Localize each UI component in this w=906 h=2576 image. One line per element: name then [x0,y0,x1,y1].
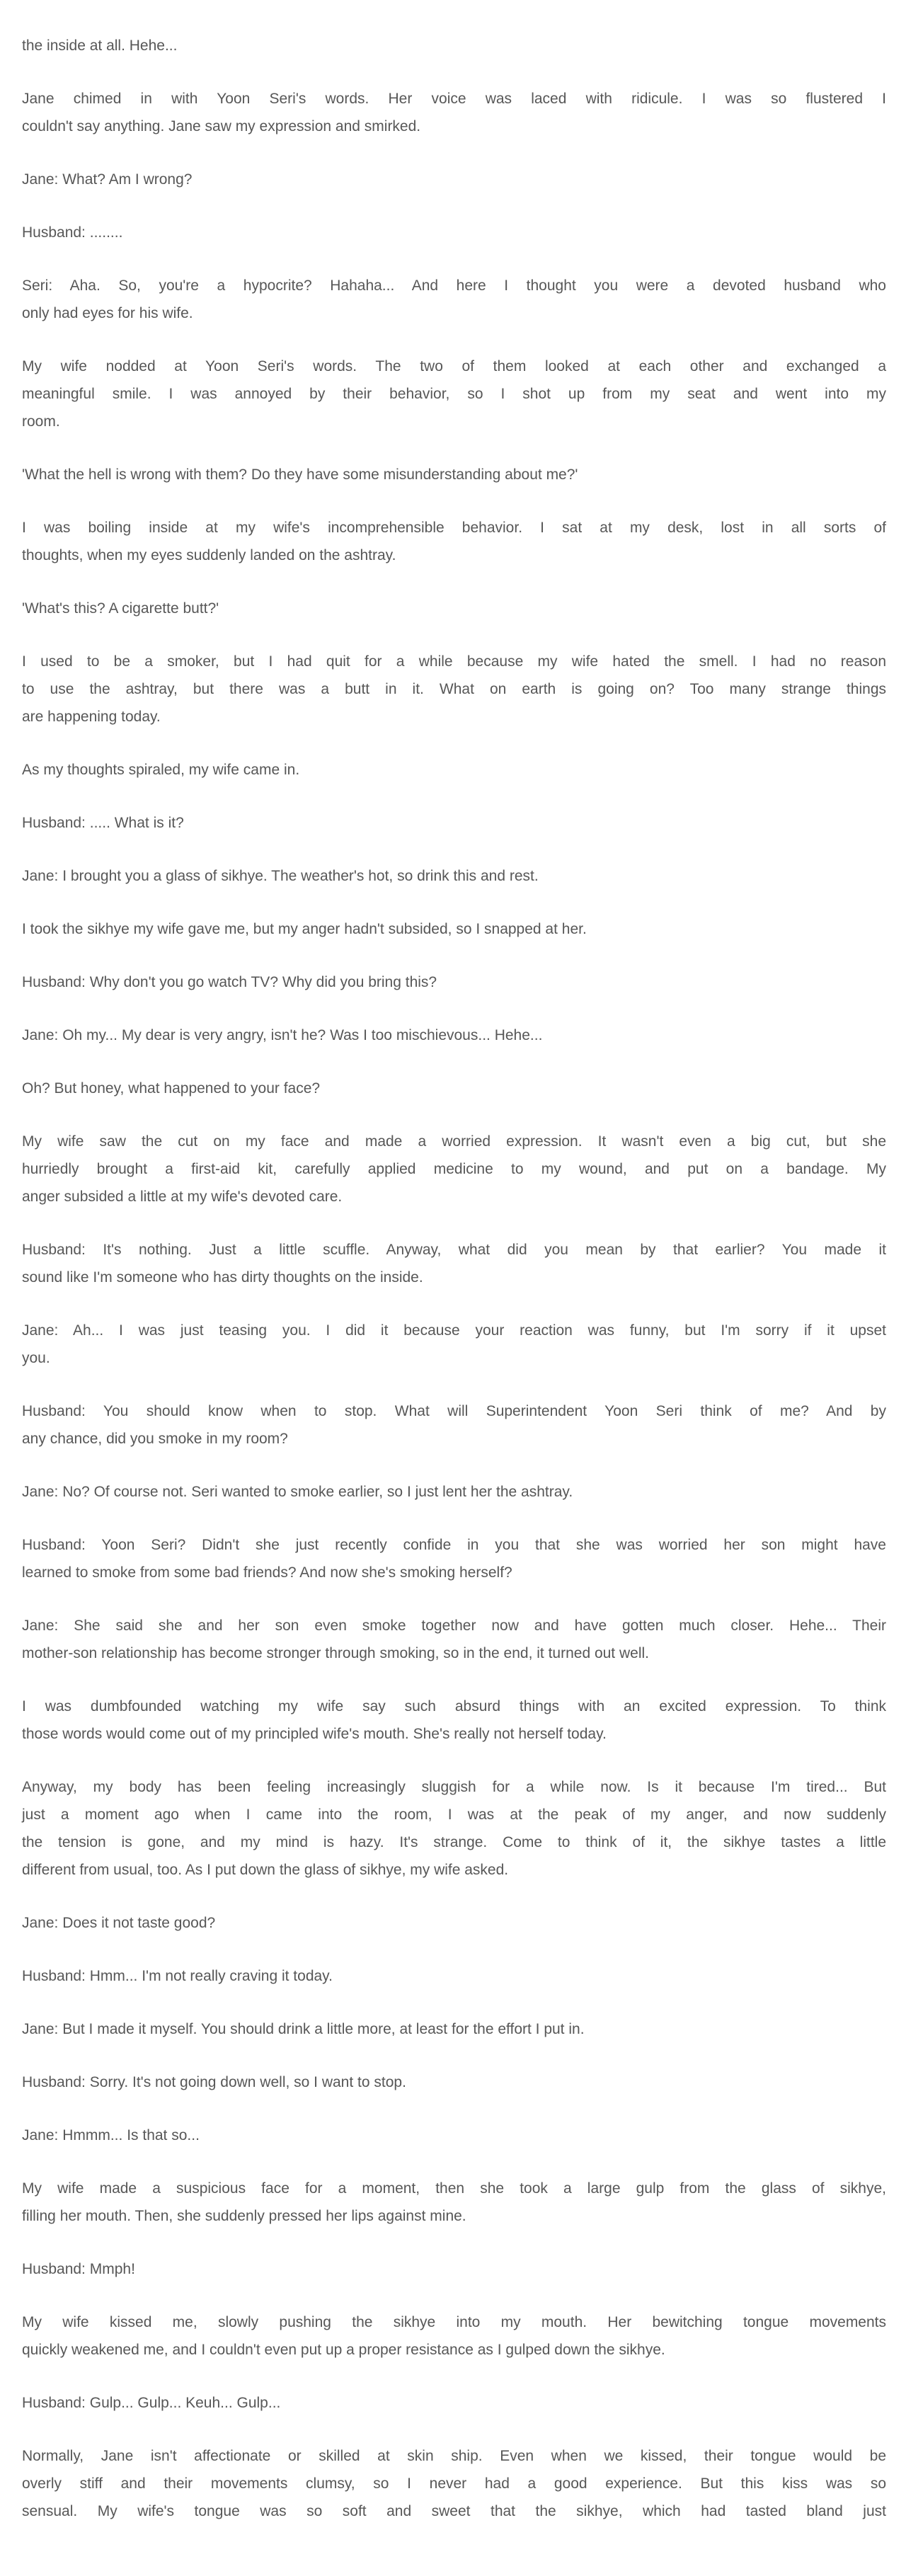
text-line: Husband: It's nothing. Just a little scuffle. Anyway, what did you mean by that earlier? You made it [22,1242,886,1258]
text-line: those words would come out of my principled wife's mouth. She's really not herself today. [22,1726,607,1742]
text-line: Jane: What? Am I wrong? [22,171,193,188]
text-line: hurriedly brought a first-aid kit, carefully applied medicine to my wound, and put on a bandage. My [22,1161,886,1177]
text-line: to use the ashtray, but there was a butt in it. What on earth is going on? Too many strange things [22,681,886,697]
paragraph [22,1531,886,1586]
text-line: room. [22,413,60,430]
paragraph [22,219,886,246]
paragraph [22,2442,886,2525]
text-line: As my thoughts spiraled, my wife came in. [22,762,300,778]
text-line: My wife saw the cut on my face and made a worried expression. It wasn't even a big cut, but she [22,1133,886,1150]
text-line: I was boiling inside at my wife's incomprehensible behavior. I sat at my desk, lost in all sorts of [22,520,886,536]
text-line: I was dumbfounded watching my wife say such absurd things with an excited expression. To think [22,1698,886,1715]
text-line: sensual. My wife's tongue was so soft and sweet that the sikhye, which had tasted bland just [22,2503,886,2519]
paragraph [22,1612,886,1667]
paragraph [22,809,886,837]
text-line: I used to be a smoker, but I had quit for a while because my wife hated the smell. I had no reason [22,653,886,670]
paragraph [22,756,886,784]
paragraph [22,1236,886,1291]
paragraph [22,1128,886,1210]
paragraph [22,2308,886,2364]
paragraph [22,1397,886,1453]
paragraph [22,2255,886,2283]
text-line: thoughts, when my eyes suddenly landed on the ashtray. [22,547,396,563]
paragraph [22,1478,886,1506]
text-line: Husband: You should know when to stop. What will Superintendent Yoon Seri think of me? And by [22,1403,886,1419]
text-line: Husband: ..... What is it? [22,815,184,831]
paragraph [22,1773,886,1884]
text-line: My wife nodded at Yoon Seri's words. The two of them looked at each other and exchanged a [22,358,886,374]
paragraph [22,2175,886,2230]
paragraph [22,2015,886,2043]
text-line: you. [22,1350,50,1366]
text-line: learned to smoke from some bad friends? And now she's smoking herself? [22,1564,512,1581]
text-line: Normally, Jane isn't affectionate or skilled at skin ship. Even when we kissed, their tongue would be [22,2448,886,2464]
text-line: Husband: Why don't you go watch TV? Why did you bring this? [22,974,437,990]
text-line: Jane: Oh my... My dear is very angry, isn't he? Was I too mischievous... Hehe... [22,1027,543,1043]
text-line: Husband: Sorry. It's not going down well, so I want to stop. [22,2074,406,2090]
paragraph [22,461,886,488]
paragraph [22,514,886,569]
paragraph [22,2389,886,2417]
text-line: just a moment ago when I came into the room, I was at the peak of my anger, and now suddenly [22,1807,886,1823]
text-line: Oh? But honey, what happened to your face? [22,1080,321,1097]
text-line: anger subsided a little at my wife's devoted care. [22,1189,343,1205]
text-line: quickly weakened me, and I couldn't even put up a proper resistance as I gulped down the sikhye. [22,2342,665,2358]
paragraph [22,862,886,890]
paragraph [22,968,886,996]
text-line: the inside at all. Hehe... [22,38,178,54]
paragraph [22,166,886,193]
paragraph [22,1021,886,1049]
paragraph [22,595,886,622]
paragraph [22,1693,886,1748]
text-line: meaningful smile. I was annoyed by their behavior, so I shot up from my seat and went into my [22,386,886,402]
paragraph [22,85,886,140]
paragraph [22,648,886,731]
text-line: Husband: Gulp... Gulp... Keuh... Gulp... [22,2395,281,2411]
text-line: 'What's this? A cigarette butt?' [22,600,219,617]
paragraph [22,353,886,435]
paragraph [22,915,886,943]
paragraph [22,2068,886,2096]
text-line: Husband: Mmph! [22,2261,135,2277]
text-line: couldn't say anything. Jane saw my expression and smirked. [22,118,421,134]
text-line: the tension is gone, and my mind is hazy. It's strange. Come to think of it, the sikhye tastes a little [22,1834,886,1850]
text-line: 'What the hell is wrong with them? Do they have some misunderstanding about me?' [22,466,578,483]
text-line: only had eyes for his wife. [22,305,193,321]
paragraph [22,1909,886,1937]
text-line: My wife kissed me, slowly pushing the sikhye into my mouth. Her bewitching tongue movements [22,2314,886,2330]
text-line: Husband: ........ [22,224,123,241]
text-line: Jane: Hmmm... Is that so... [22,2127,200,2143]
text-line: Jane chimed in with Yoon Seri's words. Her voice was laced with ridicule. I was so flustered I [22,91,886,107]
text-line: any chance, did you smoke in my room? [22,1431,288,1447]
text-line: Jane: She said she and her son even smoke together now and have gotten much closer. Hehe... Their [22,1618,886,1634]
text-line: Jane: Ah... I was just teasing you. I did it because your reaction was funny, but I'm sorry if it upset [22,1322,886,1339]
text-line: Seri: Aha. So, you're a hypocrite? Hahaha... And here I thought you were a devoted husband who [22,277,886,294]
text-line: mother-son relationship has become stronger through smoking, so in the end, it turned out well. [22,1645,649,1661]
text-line: sound like I'm someone who has dirty thoughts on the inside. [22,1269,423,1286]
paragraph [22,32,886,59]
text-line: Jane: I brought you a glass of sikhye. The weather's hot, so drink this and rest. [22,868,539,884]
story-text [22,32,886,2525]
text-line: Husband: Hmm... I'm not really craving it today. [22,1968,333,1984]
text-line: overly stiff and their movements clumsy, so I never had a good experience. But this kiss was so [22,2475,886,2492]
text-line: Anyway, my body has been feeling increasingly sluggish for a while now. Is it because I'm tired... But [22,1779,886,1795]
text-line: Husband: Yoon Seri? Didn't she just recently confide in you that she was worried her son might have [22,1537,886,1553]
text-line: I took the sikhye my wife gave me, but my anger hadn't subsided, so I snapped at her. [22,921,587,937]
text-line: filling her mouth. Then, she suddenly pressed her lips against mine. [22,2208,466,2224]
paragraph [22,1075,886,1102]
paragraph [22,272,886,327]
text-line: Jane: No? Of course not. Seri wanted to smoke earlier, so I just lent her the ashtray. [22,1484,573,1500]
paragraph [22,1317,886,1372]
paragraph [22,1962,886,1990]
text-line: Jane: Does it not taste good? [22,1915,216,1931]
text-line: My wife made a suspicious face for a moment, then she took a large gulp from the glass of sikhye, [22,2180,886,2197]
text-line: Jane: But I made it myself. You should drink a little more, at least for the effort I put in. [22,2021,585,2037]
text-line: are happening today. [22,709,161,725]
text-line: different from usual, too. As I put down the glass of sikhye, my wife asked. [22,1862,509,1878]
paragraph [22,2122,886,2149]
